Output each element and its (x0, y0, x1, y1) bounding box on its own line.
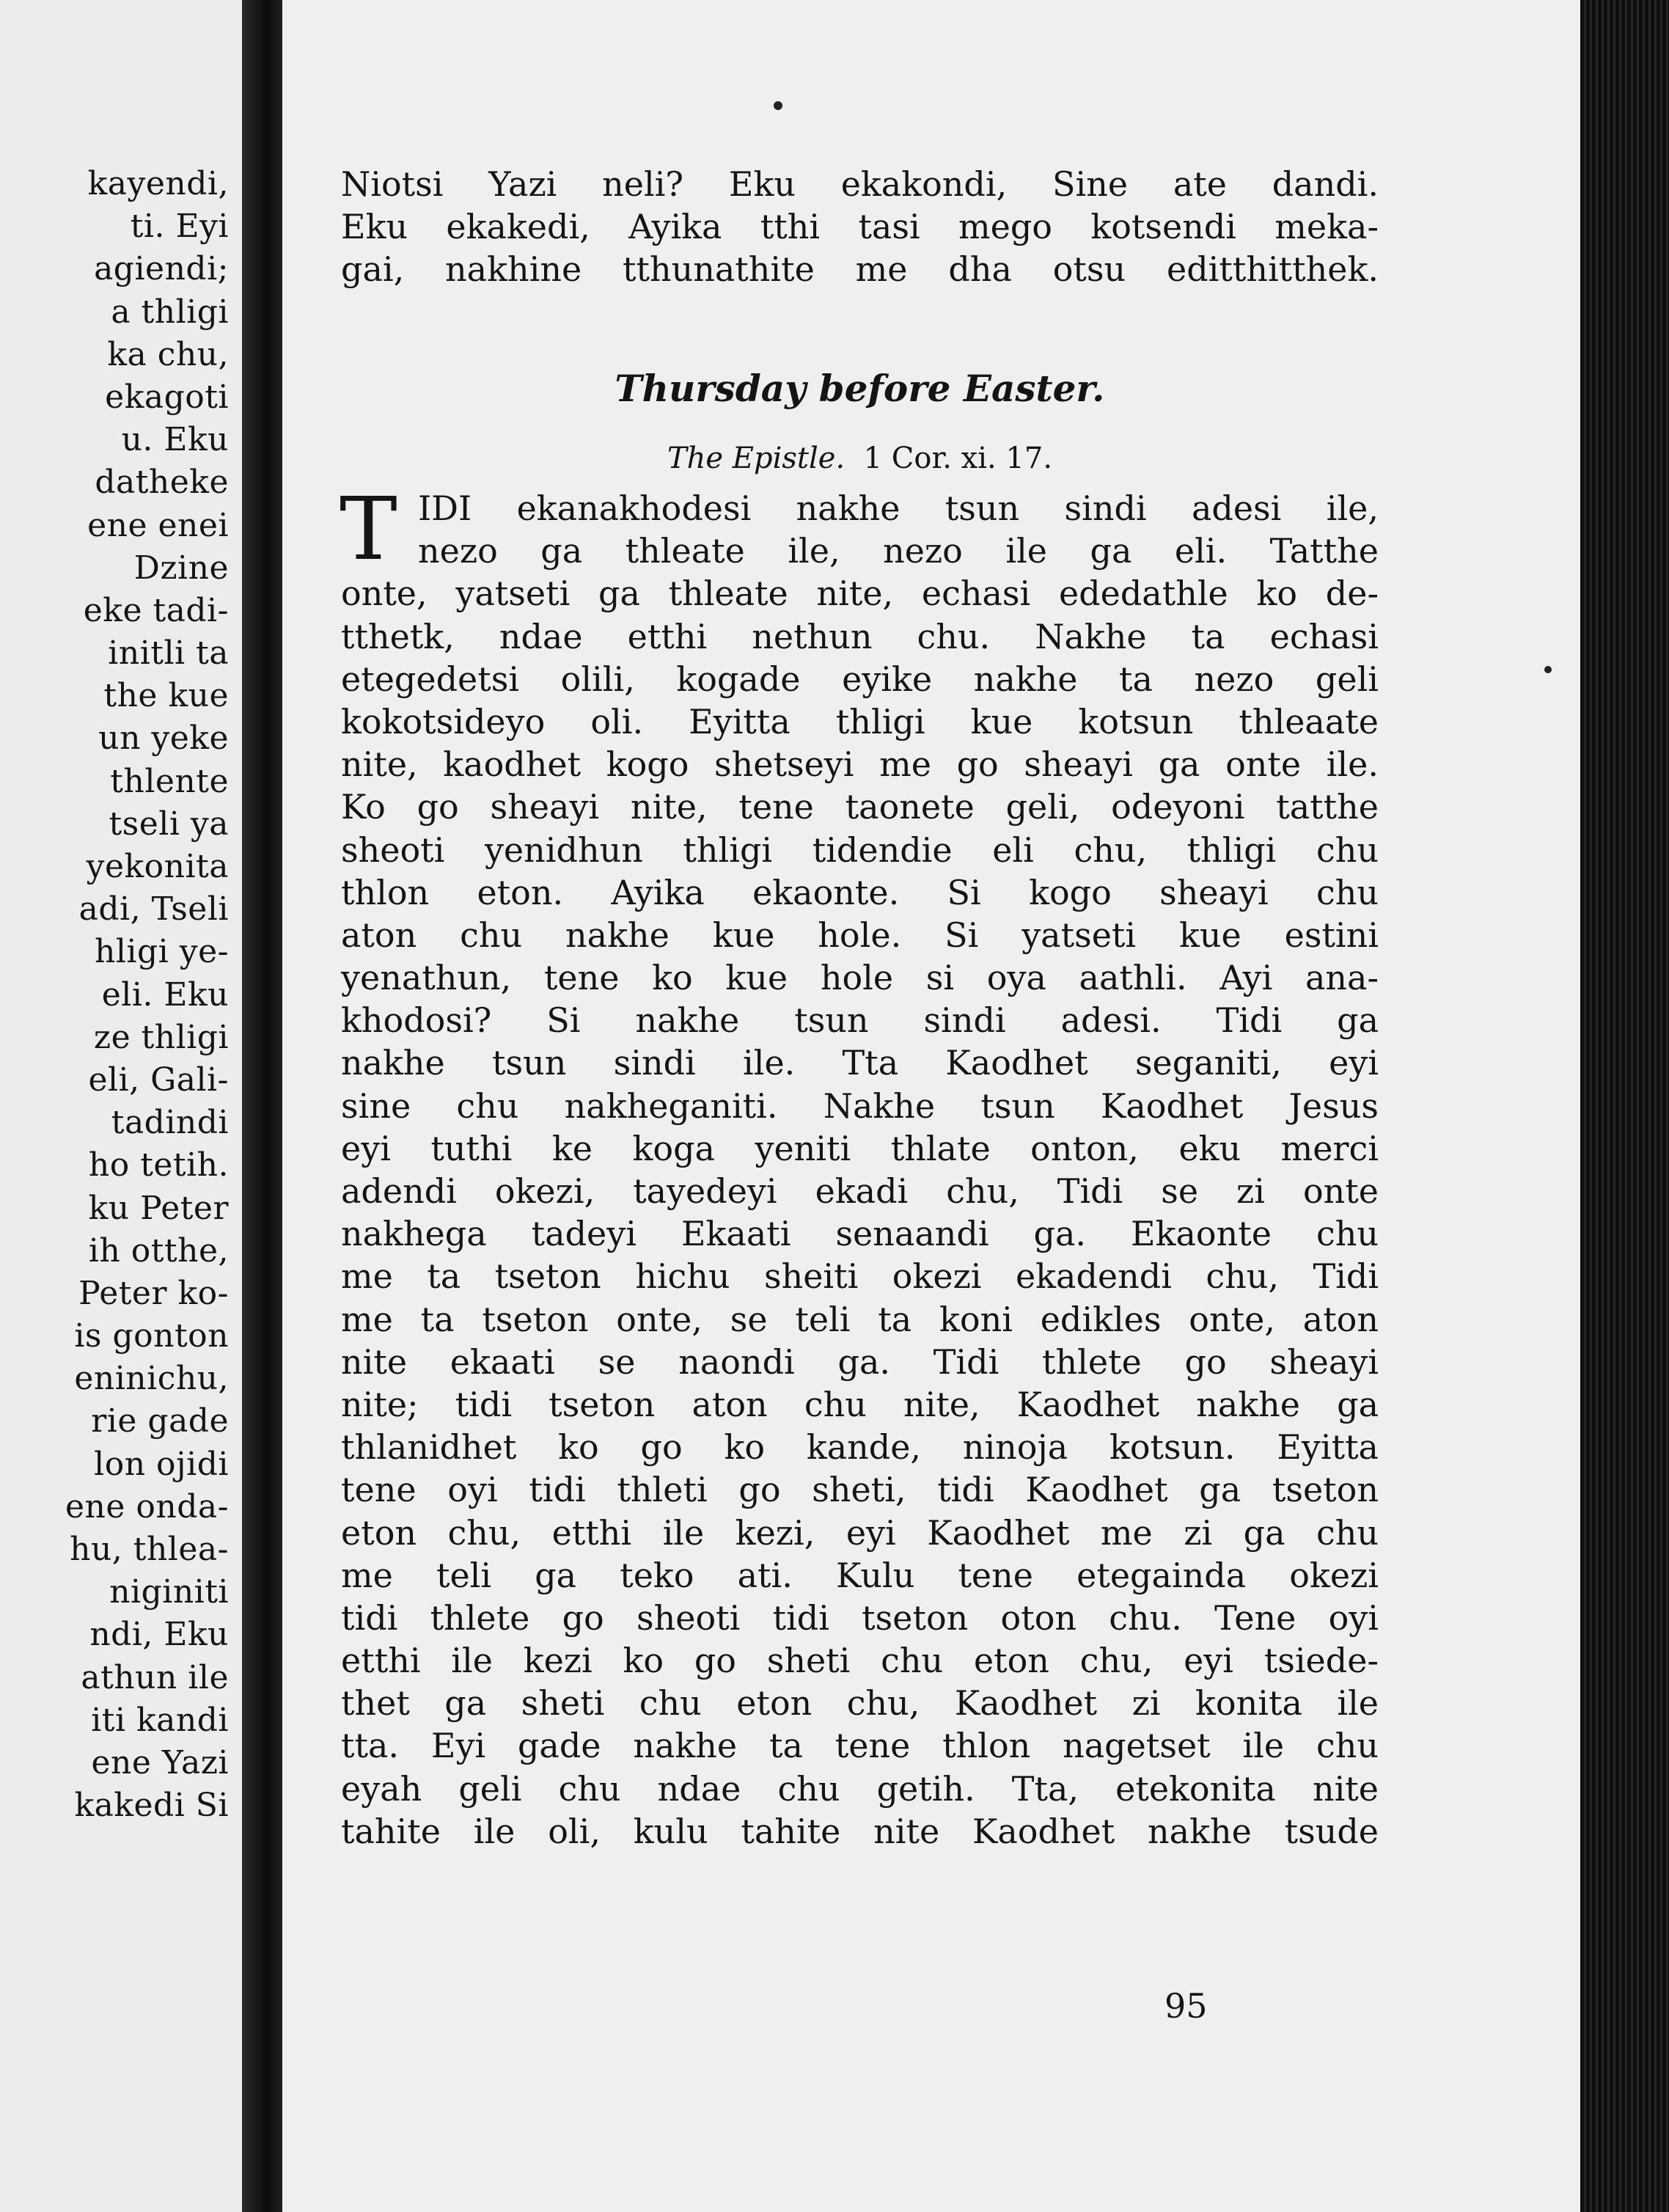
left-page-line: Dzine (133, 549, 229, 587)
text-line: thlanidhet ko go ko kande, ninoja kotsun. Eyitta (341, 1427, 1379, 1468)
text-line: thet ga sheti chu eton chu, Kaodhet zi konita ile (341, 1683, 1379, 1724)
text-line: etegedetsi olili, kogade eyike nakhe ta nezo geli (341, 659, 1379, 699)
text-line: tthetk, ndae etthi nethun chu. Nakhe ta echasi (341, 616, 1379, 656)
text-line: nite; tidi tseton aton chu nite, Kaodhet nakhe ga (341, 1384, 1379, 1424)
left-page-line: a thligi (111, 293, 229, 331)
page-edge-stack (1580, 0, 1669, 2212)
left-page-line: ka chu, (107, 335, 229, 373)
left-page-line: datheke (95, 464, 229, 502)
left-page-text (0, 163, 229, 1827)
epistle-heading (341, 442, 1379, 475)
text-line: tta. Eyi gade nakhe ta tene thlon nagetset ile chu (341, 1726, 1379, 1766)
left-page-line: u. Eku (121, 421, 229, 459)
left-page-line: eli. Eku (101, 975, 229, 1014)
left-page-line: hligi ye- (95, 933, 229, 971)
left-page-line: adi, Tseli (78, 890, 229, 929)
text-line: etthi ile kezi ko go sheti chu eton chu, eyi tsiede- (341, 1641, 1379, 1681)
text-line: Eku ekakedi, Ayika tthi tasi mego kotsendi meka- (341, 207, 1379, 247)
left-page-line: kayendi, (87, 165, 229, 202)
left-page-line: eninichu, (74, 1360, 229, 1398)
left-page-line: the kue (103, 677, 229, 715)
left-page-line: ene onda- (65, 1487, 229, 1526)
left-page-line: niginiti (109, 1573, 229, 1611)
left-page-line: ih otthe, (88, 1231, 229, 1270)
text-line: adendi okezi, tayedeyi ekadi chu, Tidi se zi onte (341, 1171, 1379, 1211)
left-page-line: ene enei (87, 506, 229, 544)
text-line: nakhega tadeyi Ekaati senaandi ga. Ekaonte chu (341, 1214, 1379, 1254)
text-line: onte, yatseti ga thleate nite, echasi ededathle ko de- (341, 574, 1379, 614)
text-line: eyah geli chu ndae chu getih. Tta, etekonita nite (341, 1768, 1379, 1809)
left-page-line: yekonita (86, 848, 229, 885)
text-line: Ko go sheayi nite, tene taonete geli, odeyoni tatthe (341, 787, 1379, 827)
left-page-line: agiendi; (94, 250, 229, 288)
left-page-line: lon ojidi (94, 1445, 229, 1483)
text-line: eyi tuthi ke koga yeniti thlate onton, eku merci (341, 1128, 1379, 1168)
left-page-line: ti. Eyi (130, 208, 229, 246)
page-number: 95 (1164, 1986, 1208, 2026)
left-page-line: kakedi Si (74, 1787, 229, 1825)
text-line: khodosi? Si nakhe tsun sindi adesi. Tidi ga (341, 1000, 1379, 1041)
text-line: tidi thlete go sheoti tidi tseton oton chu. Tene oyi (341, 1597, 1379, 1638)
left-page-line: un yeke (98, 719, 229, 758)
text-line: nite, kaodhet kogo shetseyi me go sheayi ga onte ile. (341, 744, 1379, 785)
text-line: me ta tseton hichu sheiti okezi ekadendi chu, Tidi (341, 1256, 1379, 1297)
left-page-line: eke tadi- (83, 591, 229, 629)
left-page-line: iti kandi (91, 1701, 229, 1739)
print-speck (774, 101, 782, 110)
epistle-text (340, 478, 1379, 1853)
left-page-line: ze thligi (93, 1018, 229, 1056)
epistle-label: The Epistle. (667, 442, 845, 475)
text-line: gai, nakhine tthunathite me dha otsu editthitthek. (341, 249, 1379, 290)
epistle-reference: 1 Cor. xi. 17. (863, 442, 1053, 475)
text-line: tene oyi tidi thleti go sheti, tidi Kaodhet ga tseton (341, 1470, 1379, 1510)
left-page-line: athun ile (81, 1658, 229, 1696)
section-heading: Thursday before Easter. (615, 367, 1105, 410)
text-line: IDI ekanakhodesi nakhe tsun sindi adesi ile, (418, 488, 1379, 528)
left-page-line: ene Yazi (91, 1743, 229, 1781)
left-page-line: rie gade (91, 1402, 229, 1440)
left-page-line: thlente (110, 762, 229, 800)
text-line: nezo ga thleate ile, nezo ile ga eli. Tatthe (418, 531, 1379, 571)
left-page-line: Peter ko- (78, 1274, 229, 1312)
left-page-line: ekagoti (105, 378, 229, 416)
left-page-line: initli ta (108, 634, 229, 673)
text-line: thlon eton. Ayika ekaonte. Si kogo sheayi chu (341, 872, 1379, 912)
left-page-line: ho tetih. (88, 1146, 229, 1184)
left-page-line: is gonton (74, 1317, 229, 1355)
book-gutter (242, 0, 282, 2212)
text-line: yenathun, tene ko kue hole si oya aathli. Ayi ana- (341, 958, 1379, 998)
text-line: kokotsideyo oli. Eyitta thligi kue kotsun thleaate (341, 701, 1379, 741)
text-line: me teli ga teko ati. Kulu tene etegainda okezi (341, 1555, 1379, 1595)
print-speck (1544, 666, 1552, 673)
text-line: me ta tseton onte, se teli ta koni edikles onte, aton (341, 1299, 1379, 1339)
opening-paragraph (341, 163, 1379, 291)
text-line: aton chu nakhe kue hole. Si yatseti kue estini (341, 915, 1379, 955)
text-line: nakhe tsun sindi ile. Tta Kaodhet seganiti, eyi (341, 1043, 1379, 1083)
left-page-line: tadindi (111, 1104, 229, 1142)
text-line: Niotsi Yazi neli? Eku ekakondi, Sine ate dandi. (341, 164, 1379, 204)
left-page-line: tseli ya (109, 805, 229, 843)
text-line: nite ekaati se naondi ga. Tidi thlete go sheayi (341, 1341, 1379, 1382)
left-page-line: ndi, Eku (89, 1616, 229, 1654)
text-line: tahite ile oli, kulu tahite nite Kaodhet nakhe tsude (341, 1811, 1379, 1851)
text-line: sheoti yenidhun thligi tidendie eli chu, thligi chu (341, 830, 1379, 870)
text-line: sine chu nakheganiti. Nakhe tsun Kaodhet Jesus (341, 1085, 1379, 1126)
left-page-line: hu, thlea- (70, 1531, 229, 1568)
left-page-line: ku Peter (88, 1189, 229, 1227)
text-line: eton chu, etthi ile kezi, eyi Kaodhet me zi ga chu (341, 1512, 1379, 1553)
left-page-line: eli, Gali- (88, 1061, 229, 1099)
left-page-fragment (0, 0, 242, 2212)
drop-cap: T (340, 478, 397, 579)
